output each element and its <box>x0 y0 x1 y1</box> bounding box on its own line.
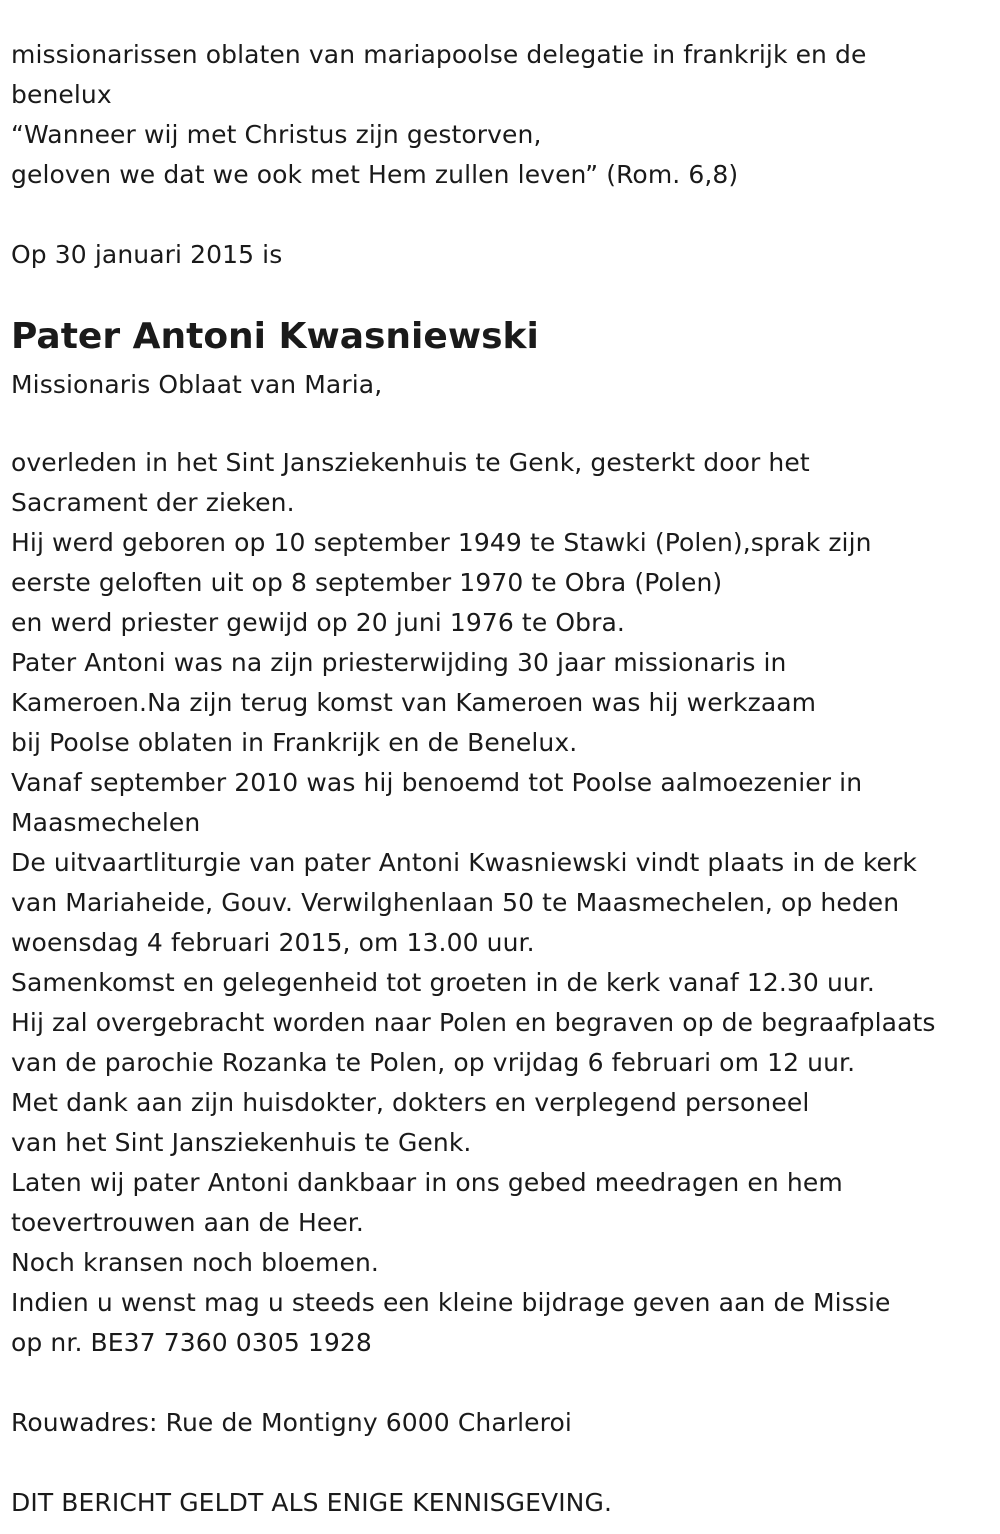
body-line: Laten wij pater Antoni dankbaar in ons gebed meedragen en hem <box>11 1168 843 1197</box>
body-line: Kameroen.Na zijn terug komst van Kameroen was hij werkzaam <box>11 688 817 717</box>
bible-quote-line-2: geloven we dat we ook met Hem zullen leven” (Rom. 6,8) <box>11 160 739 189</box>
organization-line-continued: benelux <box>11 80 112 109</box>
body-line: en werd priester gewijd op 20 juni 1976 te Obra. <box>11 608 625 637</box>
body-line: Hij zal overgebracht worden naar Polen en begraven op de begraafplaats <box>11 1008 936 1037</box>
body-line: Sacrament der zieken. <box>11 488 295 517</box>
body-line: Pater Antoni was na zijn priesterwijding 30 jaar missionaris in <box>11 648 787 677</box>
body-line: Vanaf september 2010 was hij benoemd tot Poolse aalmoezenier in <box>11 768 863 797</box>
body-line: overleden in het Sint Jansziekenhuis te Genk, gesterkt door het <box>11 448 810 477</box>
body-line: Met dank aan zijn huisdokter, dokters en verplegend personeel <box>11 1088 810 1117</box>
body-line: toevertrouwen aan de Heer. <box>11 1208 364 1237</box>
body-line: eerste geloften uit op 8 september 1970 te Obra (Polen) <box>11 568 723 597</box>
body-line: Maasmechelen <box>11 808 201 837</box>
body-line: woensdag 4 februari 2015, om 13.00 uur. <box>11 928 535 957</box>
body-line: De uitvaartliturgie van pater Antoni Kwasniewski vindt plaats in de kerk <box>11 848 917 877</box>
organization-line: missionarissen oblaten van mariapoolse delegatie in frankrijk en de <box>11 40 867 69</box>
notice-footer: DIT BERICHT GELDT ALS ENIGE KENNISGEVING. <box>11 1488 612 1517</box>
deceased-title: Missionaris Oblaat van Maria, <box>11 370 383 399</box>
body-line: van Mariaheide, Gouv. Verwilghenlaan 50 te Maasmechelen, op heden <box>11 888 900 917</box>
body-line: Noch kransen noch bloemen. <box>11 1248 379 1277</box>
mourning-address: Rouwadres: Rue de Montigny 6000 Charleroi <box>11 1408 572 1437</box>
body-line: bij Poolse oblaten in Frankrijk en de Benelux. <box>11 728 578 757</box>
body-line: Indien u wenst mag u steeds een kleine bijdrage geven aan de Missie <box>11 1288 891 1317</box>
body-line: Hij werd geboren op 10 september 1949 te Stawki (Polen),sprak zijn <box>11 528 872 557</box>
body-line: van het Sint Jansziekenhuis te Genk. <box>11 1128 472 1157</box>
death-date-intro: Op 30 januari 2015 is <box>11 240 283 269</box>
deceased-name: Pater Antoni Kwasniewski <box>11 316 539 357</box>
body-line: op nr. BE37 7360 0305 1928 <box>11 1328 372 1357</box>
body-line: van de parochie Rozanka te Polen, op vrijdag 6 februari om 12 uur. <box>11 1048 856 1077</box>
bible-quote-line-1: “Wanneer wij met Christus zijn gestorven, <box>11 120 542 149</box>
body-line: Samenkomst en gelegenheid tot groeten in de kerk vanaf 12.30 uur. <box>11 968 875 997</box>
